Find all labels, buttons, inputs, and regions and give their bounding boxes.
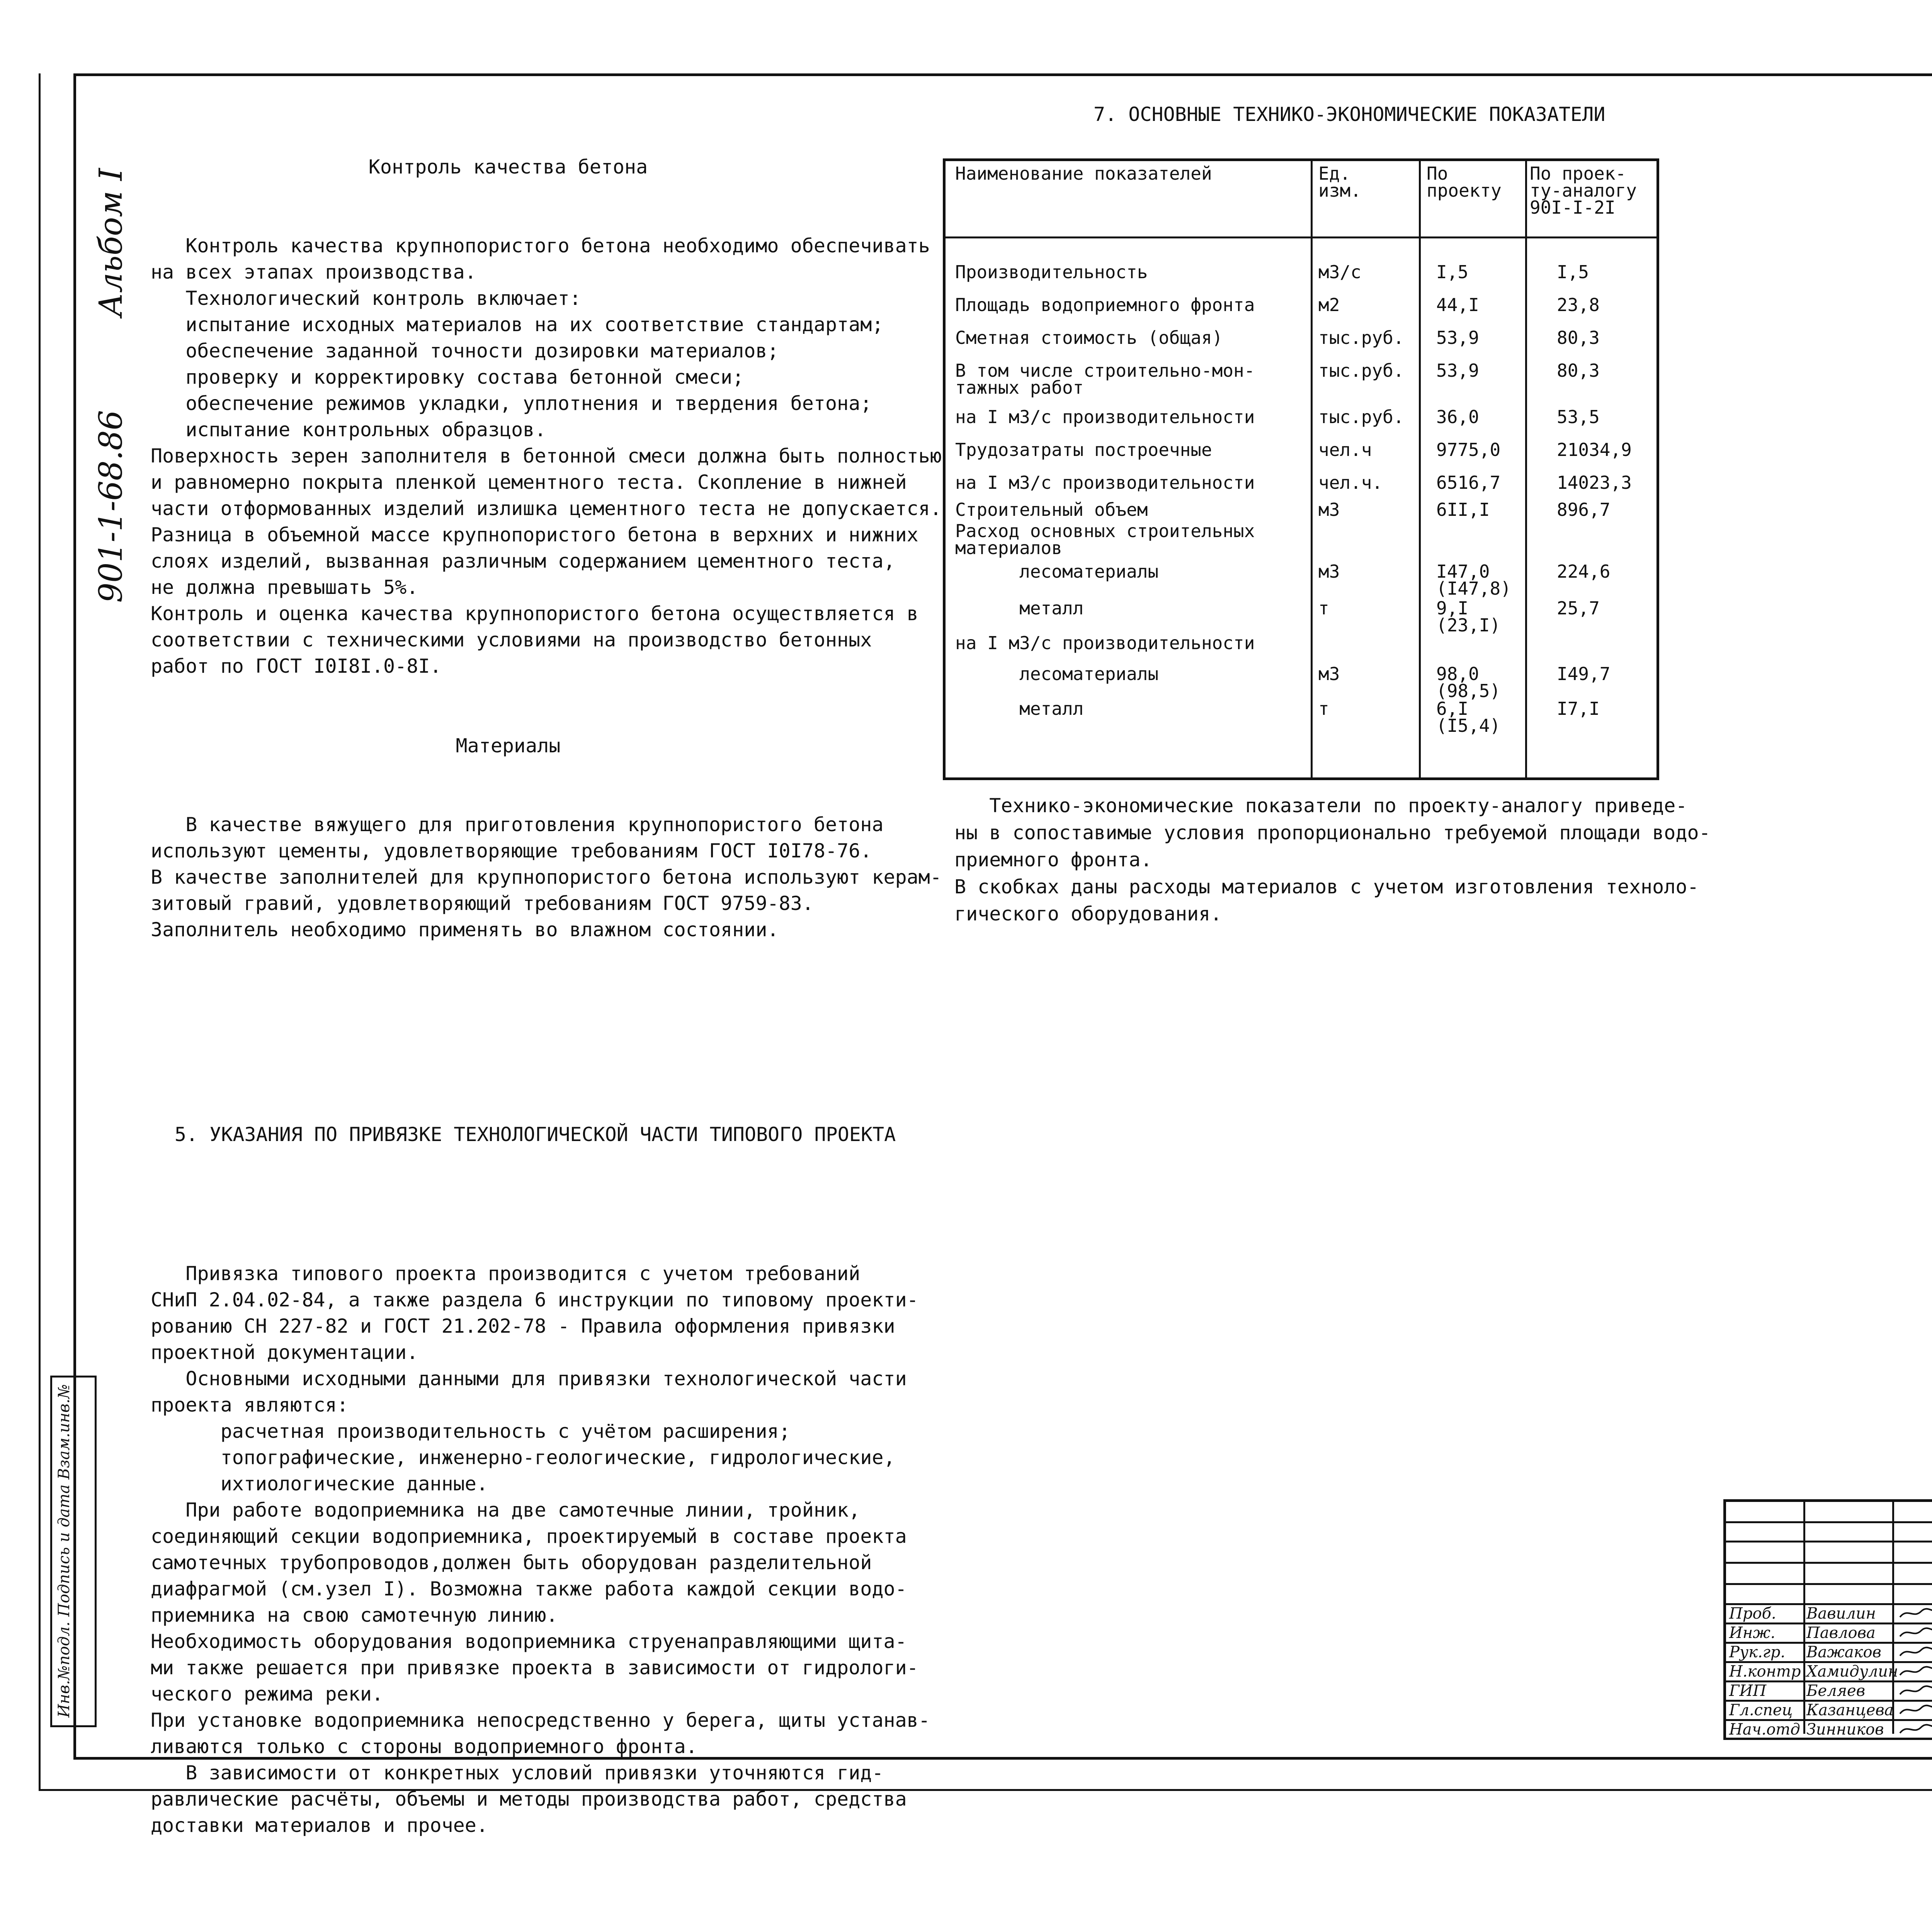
table-cell-proj: 98,0 (98,5)	[1436, 663, 1501, 701]
text-line: равлические расчёты, объемы и методы производства работ, средства	[151, 1788, 907, 1810]
table-cell-proj: 6516,7	[1436, 472, 1501, 493]
text-line: диафрагмой (см.узел I). Возможна также работа каждой секции водо-	[151, 1578, 907, 1600]
text-line: Контроль качества крупнопористого бетона необходимо обеспечивать	[151, 235, 930, 257]
table-header: Наименование показателей	[955, 163, 1212, 184]
table-cell-unit: чел.ч	[1318, 439, 1372, 460]
section5-text	[151, 1260, 953, 1838]
text-line: топографические, инженерно-геологические, гидрологические,	[151, 1446, 895, 1469]
text-line: В качестве вяжущего для приготовления крупнопористого бетона	[151, 813, 884, 836]
text-line: При установке водоприемника непосредственно у берега, щиты устанав-	[151, 1709, 930, 1731]
stamp-text: Инв.№подл. Подпись и дата Взам.инв.№	[55, 1384, 73, 1718]
text-line: Основными исходными данными для привязки технологической части	[151, 1367, 907, 1390]
table-header: Ед. изм.	[1318, 163, 1361, 201]
text-line: не должна превышать 5%.	[151, 576, 418, 599]
table-cell-name: В том числе строительно-мон- тажных работ	[955, 360, 1255, 398]
table-cell-proj: 53,9	[1436, 360, 1479, 381]
table-cell-name: Расход основных строительных материалов	[955, 520, 1255, 558]
text-line: расчетная производительность с учётом расширения;	[151, 1420, 791, 1442]
table-cell-analog: I49,7	[1557, 663, 1611, 684]
signature-mark	[1898, 1721, 1932, 1740]
table-header: По проек- ту-аналогу 90I-I-2I	[1530, 163, 1637, 218]
table-cell-proj: I,5	[1436, 262, 1469, 282]
table-cell-analog: 80,3	[1557, 360, 1600, 381]
concrete-quality-title: Контроль качества бетона	[368, 156, 648, 178]
signature-mark	[1898, 1644, 1932, 1663]
table-cell-unit: м3	[1318, 561, 1340, 582]
text-line: используют цементы, удовлетворяющие требованиям ГОСТ I0I78-76.	[151, 840, 872, 862]
note-line: приемного фронта.	[954, 849, 1152, 871]
section5-title: 5. УКАЗАНИЯ ПО ПРИВЯЗКЕ ТЕХНОЛОГИЧЕСКОЙ ЧАСТИ ТИПОВОГО ПРОЕКТА	[174, 1123, 896, 1146]
table-cell-name: Сметная стоимость (общая)	[955, 327, 1223, 348]
note-line: гического оборудования.	[954, 903, 1222, 925]
table-cell-analog: 25,7	[1557, 598, 1600, 619]
table-cell-name: на I м3/с производительности	[955, 406, 1255, 427]
text-line: Разница в объемной массе крупнопористого бетона в верхних и нижних	[151, 524, 918, 546]
table-notes	[954, 792, 1711, 927]
section7-title: 7. ОСНОВНЫЕ ТЕХНИКО-ЭКОНОМИЧЕСКИЕ ПОКАЗАТЕЛИ	[1094, 103, 1605, 126]
table-cell-unit: т	[1318, 598, 1329, 619]
text-line: соответствии с техническими условиями на производство бетонных	[151, 629, 872, 651]
table-cell-unit: м3/с	[1318, 262, 1361, 282]
text-line: на всех этапах производства.	[151, 261, 476, 283]
side-doc-code: 901-1-68.86	[93, 410, 129, 603]
text-line: Заполнитель необходимо применять во влажном состоянии.	[151, 918, 779, 941]
signer-role: Рук.гр.	[1729, 1643, 1786, 1661]
signer-role: Нач.отд	[1729, 1721, 1800, 1738]
table-cell-unit: тыс.руб.	[1318, 327, 1404, 348]
table-cell-analog: 53,5	[1557, 406, 1600, 427]
table-cell-proj: I47,0 (I47,8)	[1436, 561, 1511, 599]
table-cell-unit: т	[1318, 698, 1329, 719]
signer-name: Беляев	[1806, 1682, 1865, 1700]
table-cell-analog: 896,7	[1557, 499, 1611, 520]
text-line: При работе водоприемника на две самотечные линии, тройник,	[151, 1499, 861, 1521]
signer-role: Проб.	[1729, 1605, 1776, 1622]
text-line: Контроль и оценка качества крупнопористого бетона осуществляется в	[151, 602, 918, 625]
concrete-quality-text	[151, 233, 953, 679]
table-cell-name: Строительный объем	[955, 499, 1148, 520]
table-cell-proj: 36,0	[1436, 406, 1479, 427]
text-line: ихтиологические данные.	[151, 1473, 488, 1495]
note-line: ны в сопоставимые условия пропорционально требуемой площади водо-	[954, 821, 1711, 844]
note-line: Технико-экономические показатели по проекту-аналогу приведе-	[954, 794, 1687, 817]
table-cell-unit: чел.ч.	[1318, 472, 1383, 493]
table-cell-proj: 53,9	[1436, 327, 1479, 348]
table-cell-analog: 80,3	[1557, 327, 1600, 348]
table-cell-unit: м3	[1318, 499, 1340, 520]
text-line: и равномерно покрыта пленкой цементного теста. Скопление в нижней	[151, 471, 907, 493]
table-cell-analog: 23,8	[1557, 294, 1600, 315]
text-line: слоях изделий, вызванная различным содержанием цементного теста,	[151, 550, 895, 572]
table-cell-name: лесоматериалы	[955, 561, 1159, 582]
table-cell-proj: 6,I (I5,4)	[1436, 698, 1501, 736]
indicators-table	[943, 158, 1659, 780]
text-line: СНиП 2.04.02-84, а также раздела 6 инструкции по типовому проекти-	[151, 1289, 918, 1311]
table-cell-proj: 6II,I	[1436, 499, 1490, 520]
text-line: зитовый гравий, удовлетворяющий требованиям ГОСТ 9759-83.	[151, 892, 814, 915]
table-cell-analog: 14023,3	[1557, 472, 1632, 493]
signer-name: Зинников	[1806, 1721, 1884, 1738]
text-line: обеспечение режимов укладки, уплотнения и твердения бетона;	[151, 392, 872, 415]
signer-name: Казанцева	[1806, 1701, 1894, 1719]
text-line: соединяющий секции водоприемника, проектируемый в составе проекта	[151, 1525, 907, 1548]
text-line: ческого режима реки.	[151, 1683, 384, 1705]
table-cell-name: металл	[955, 598, 1084, 619]
table-cell-analog: 21034,9	[1557, 439, 1632, 460]
text-line: ливаются только с стороны водоприемного фронта.	[151, 1735, 697, 1758]
signer-role: Н.контр	[1729, 1663, 1801, 1680]
title-block	[1723, 1499, 1932, 1740]
table-cell-analog: I,5	[1557, 262, 1589, 282]
text-line: части отформованных изделий излишка цементного теста не допускается.	[151, 497, 942, 520]
text-line: Технологический контроль включает:	[151, 287, 581, 310]
table-cell-unit: тыс.руб.	[1318, 360, 1404, 381]
table-cell-unit: тыс.руб.	[1318, 406, 1404, 427]
text-line: работ по ГОСТ I0I8I.0-8I.	[151, 655, 442, 677]
signature-mark	[1898, 1625, 1932, 1644]
text-line: самотечных трубопроводов,должен быть оборудован разделительной	[151, 1551, 872, 1574]
signature-mark	[1898, 1605, 1932, 1624]
text-line: испытание исходных материалов на их соответствие стандартам;	[151, 313, 884, 336]
text-line: приемника на свою самотечную линию.	[151, 1604, 558, 1626]
table-cell-name: лесоматериалы	[955, 663, 1159, 684]
signer-name: Вавилин	[1806, 1605, 1876, 1622]
approval-stamp-strip	[50, 1376, 97, 1727]
table-cell-unit: м3	[1318, 663, 1340, 684]
left-column	[151, 101, 953, 1932]
signer-name: Хамидулин	[1806, 1663, 1898, 1680]
signer-role: Инж.	[1729, 1624, 1776, 1642]
table-cell-name: на I м3/с производительности	[955, 472, 1255, 493]
signer-role: Гл.спец	[1729, 1701, 1793, 1719]
materials-title: Материалы	[456, 735, 561, 757]
text-line: В качестве заполнителей для крупнопористого бетона используют керам-	[151, 866, 942, 888]
table-cell-proj: 44,I	[1436, 294, 1479, 315]
signature-mark	[1898, 1663, 1932, 1682]
table-cell-proj: 9775,0	[1436, 439, 1501, 460]
album-label: Альбом I	[93, 168, 129, 317]
text-line: обеспечение заданной точности дозировки материалов;	[151, 340, 779, 362]
materials-text	[151, 811, 953, 943]
table-cell-analog: 224,6	[1557, 561, 1611, 582]
table-cell-name: Площадь водоприемного фронта	[955, 294, 1255, 315]
signature-mark	[1898, 1702, 1932, 1721]
text-line: проверку и корректировку состава бетонной смеси;	[151, 366, 744, 388]
text-line: проекта являются:	[151, 1394, 349, 1416]
text-line: Поверхность зерен заполнителя в бетонной смеси должна быть полностью	[151, 445, 942, 467]
table-cell-name: Производительность	[955, 262, 1148, 282]
signer-name: Важаков	[1806, 1643, 1881, 1661]
table-cell-name: на I м3/с производительности	[955, 633, 1255, 653]
text-line: проектной документации.	[151, 1341, 418, 1364]
signature-mark	[1898, 1683, 1932, 1702]
table-cell-name: Трудозатраты построечные	[955, 439, 1212, 460]
text-line: испытание контрольных образцов.	[151, 418, 546, 441]
table-cell-proj: 9,I (23,I)	[1436, 598, 1501, 636]
signer-role: ГИП	[1729, 1682, 1767, 1700]
text-line: доставки материалов и прочее.	[151, 1814, 488, 1837]
table-cell-name: металл	[955, 698, 1084, 719]
text-line: Необходимость оборудования водоприемника струенаправляющими щита-	[151, 1630, 907, 1653]
text-line: В зависимости от конкретных условий привязки уточняются гид-	[151, 1762, 884, 1784]
note-line: В скобках даны расходы материалов с учетом изготовления техноло-	[954, 876, 1699, 898]
table-header: По проекту	[1427, 163, 1502, 201]
signer-name: Павлова	[1806, 1624, 1876, 1642]
text-line: ми также решается при привязке проекта в зависимости от гидрологи-	[151, 1656, 918, 1679]
table-cell-analog: I7,I	[1557, 698, 1600, 719]
table-cell-unit: м2	[1318, 294, 1340, 315]
text-line: рованию СН 227-82 и ГОСТ 21.202-78 - Правила оформления привязки	[151, 1315, 895, 1337]
text-line: Привязка типового проекта производится с учетом требований	[151, 1262, 861, 1285]
